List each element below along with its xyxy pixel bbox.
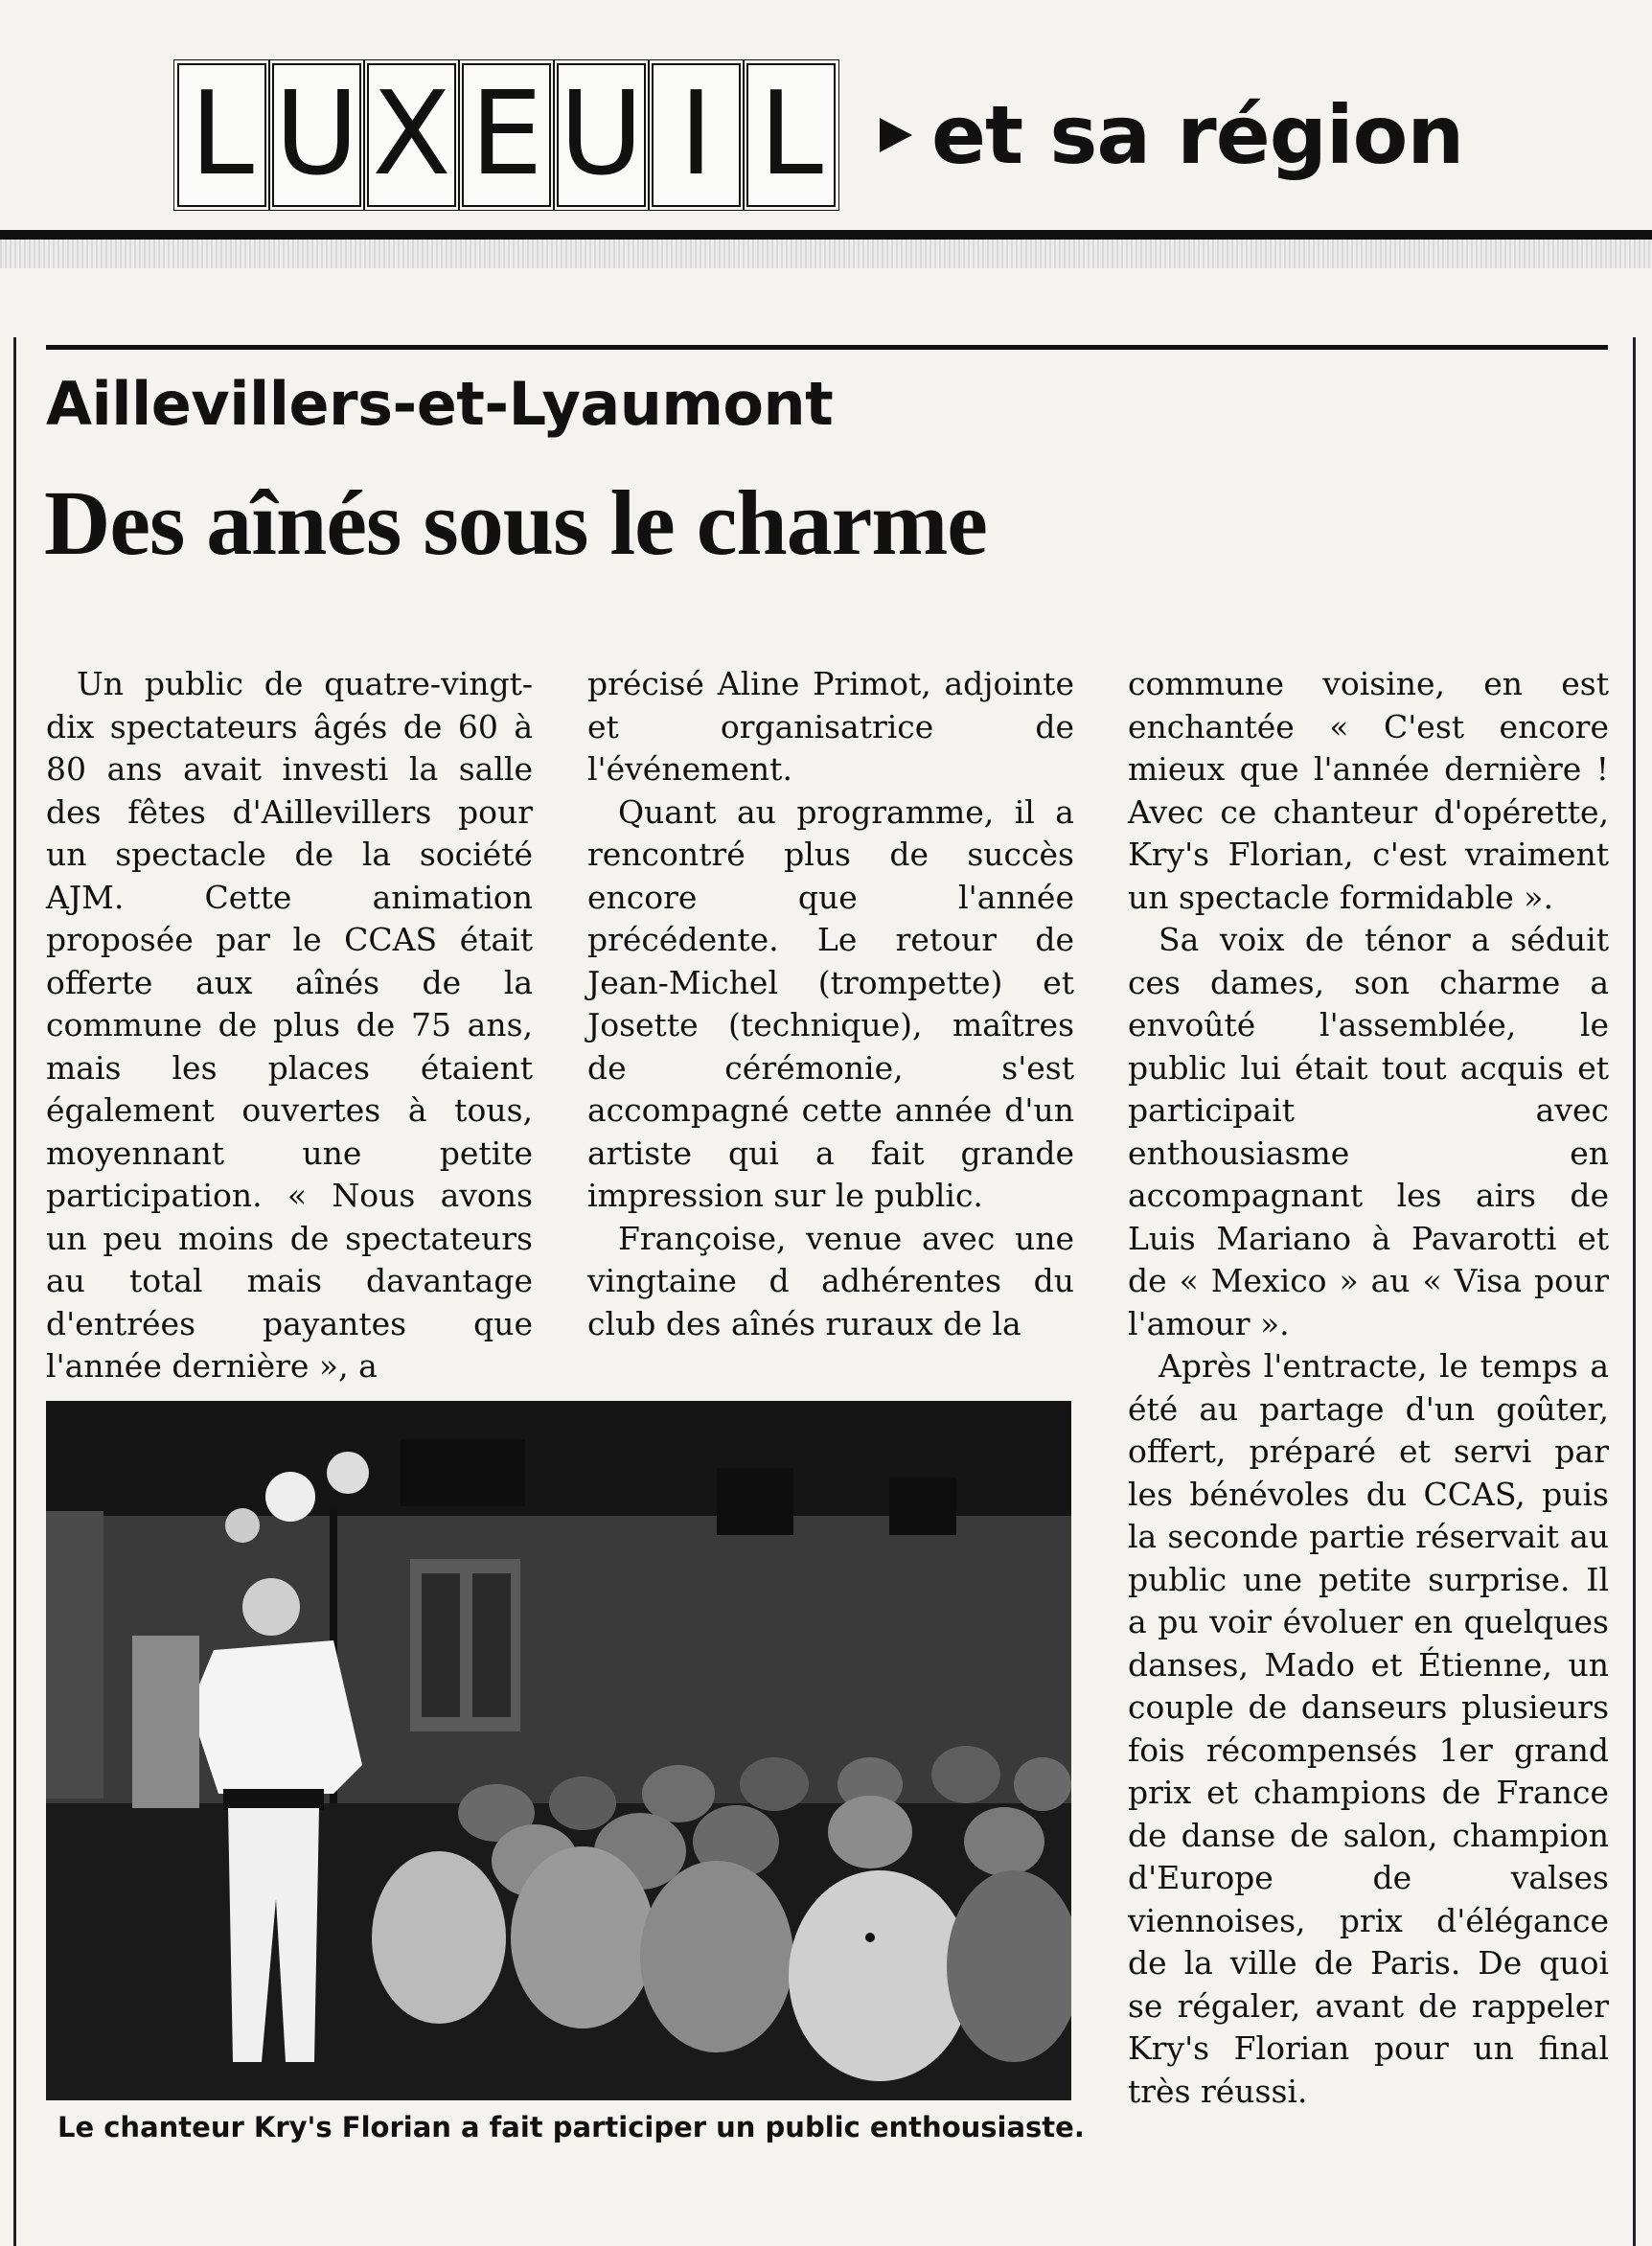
article-kicker: Aillevillers-et-Lyaumont xyxy=(46,369,834,439)
photo-caption-text: Le chanteur Kry's Florian a fait participer un public enthousiaste. xyxy=(57,2111,1085,2143)
masthead-band xyxy=(0,240,1652,268)
article-paragraph: Françoise, venue avec une vingtaine d adhérentes du club des aînés ruraux de la xyxy=(587,1219,1074,1342)
masthead-letter: L xyxy=(746,63,836,207)
masthead-letter: U xyxy=(272,63,361,207)
article-paragraph: Sa voix de ténor a séduit ces dames, son charme a envoûté l'assemblée, le public lui était tout acquis et participait avec enthousiasme en accompagnant les airs de Luis Mariano à Pavarotti et de « Mexico » au « Visa pour l'amour ». xyxy=(1128,921,1609,1342)
article-paragraph: Quant au programme, il a rencontré plus de succès encore que l'année précédente. Le retour de Jean-Michel (trompette) et Josette (technique), maîtres de cérémonie, s'est accompagné cette année d'un artiste qui a fait grande impression sur le public. xyxy=(587,792,1074,1214)
masthead-letter: U xyxy=(557,63,646,207)
masthead-letter: I xyxy=(652,63,741,207)
singer-and-audience-photo xyxy=(46,1401,1071,2100)
masthead xyxy=(177,59,1463,211)
article-paragraph: Un public de quatre-vingt-dix spectateurs âgés de 60 à 80 ans avait investi la salle des fêtes d'Aillevillers pour un spectacle de la société AJM. Cette animation proposée par le CCAS était offerte aux aînés de la commune de plus de 75 ans, mais les places étaient également ouvertes à tous, moyennant une petite participation. « Nous avons un peu moins de spectateurs au total mais davantage d'entrées payantes que l'année dernière », a xyxy=(46,665,533,1385)
photo-caption xyxy=(46,2111,1085,2143)
masthead-rule xyxy=(0,230,1652,240)
article-photo xyxy=(46,1401,1071,2100)
triangle-right-icon xyxy=(880,118,912,152)
article-frame-left xyxy=(13,337,16,2246)
article-frame-right xyxy=(1633,337,1636,2246)
article-paragraph: commune voisine, en est enchantée « C'est encore mieux que l'année dernière ! Avec ce chanteur d'opérette, Kry's Florian, c'est vraiment un spectacle formidable ». xyxy=(1128,665,1609,916)
masthead-letter: E xyxy=(462,63,551,207)
article-paragraph: précisé Aline Primot, adjointe et organisatrice de l'événement. xyxy=(587,665,1074,788)
masthead-letter: X xyxy=(367,63,456,207)
masthead-letter: L xyxy=(177,63,266,207)
masthead-title xyxy=(177,63,841,207)
article-paragraph: Après l'entracte, le temps a été au partage d'un goûter, offert, préparé et servi par les bénévoles du CCAS, puis la seconde partie réservait au public une petite surprise. Il a pu voir évoluer en quelques danses, Mado et Étienne, un couple de danseurs plusieurs fois récompensés 1er grand prix et champions de France de danse de salon, champion d'Europe de valses viennoises, prix d'élégance de la ville de Paris. De quoi se régaler, avant de rappeler Kry's Florian pour un final très réussi. xyxy=(1128,1347,1609,2110)
masthead-region: et sa région xyxy=(931,88,1464,182)
article-column-1 xyxy=(46,663,533,1388)
article-column-3 xyxy=(1128,663,1609,2113)
article-top-rule xyxy=(46,345,1608,350)
article-headline: Des aînés sous le charme xyxy=(44,471,987,574)
article-column-2 xyxy=(587,663,1074,1345)
